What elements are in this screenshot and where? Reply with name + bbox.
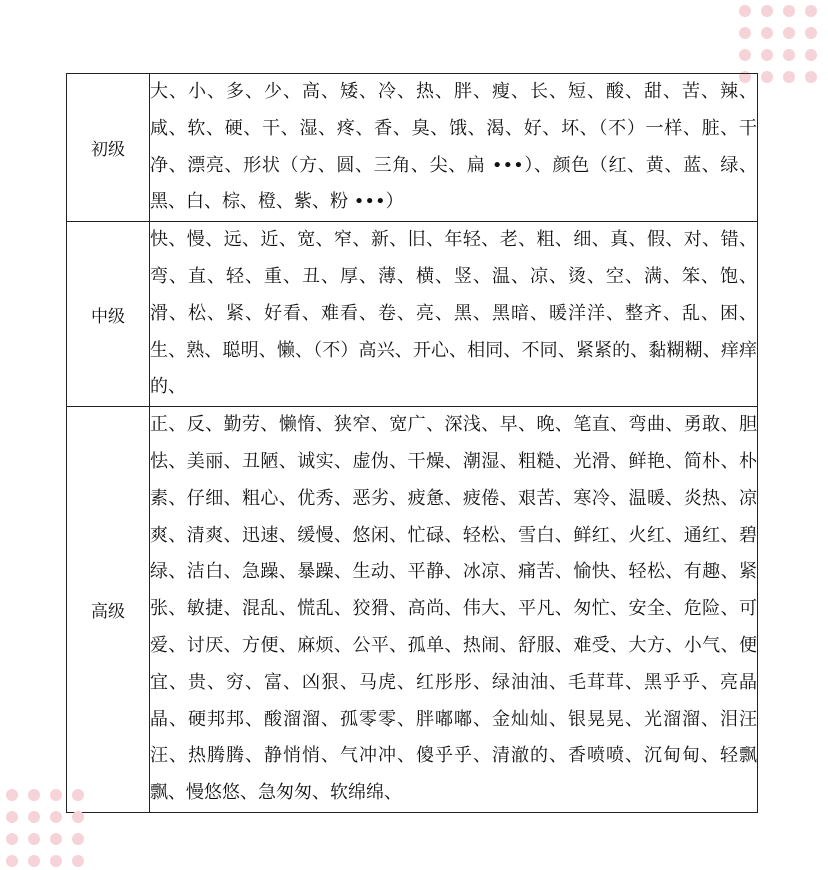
adjective-vocabulary-table (66, 73, 758, 813)
decorative-dots-bottom-left (6, 789, 84, 867)
level-label: 中级 (67, 222, 150, 407)
table-row-level-3 (67, 407, 758, 813)
word-list: 快、慢、远、近、宽、窄、新、旧、年轻、老、粗、细、真、假、对、错、弯、直、轻、重、丑、厚、薄、横、竖、温、凉、烫、空、满、笨、饱、滑、松、紧、好看、难看、卷、亮、黑、黑暗、暖洋洋、整齐、乱、困、生、熟、聪明、懒、（不）高兴、开心、相同、不同、紧紧的、黏糊糊、痒痒的、 (150, 222, 758, 407)
decorative-dots-top-right (739, 5, 817, 83)
table-row-level-1 (67, 74, 758, 222)
level-label: 高级 (67, 407, 150, 813)
word-list: 大、小、多、少、高、矮、冷、热、胖、瘦、长、短、酸、甜、苦、辣、咸、软、硬、干、湿、疼、香、臭、饿、渴、好、坏、（不）一样、脏、干净、漂亮、形状（方、圆、三角、尖、扁 •••）、颜色（红、黄、蓝、绿、黑、白、棕、橙、紫、粉 •••） (150, 74, 758, 222)
level-label: 初级 (67, 74, 150, 222)
table-row-level-2 (67, 222, 758, 407)
word-list: 正、反、勤劳、懒惰、狭窄、宽广、深浅、早、晚、笔直、弯曲、勇敢、胆怯、美丽、丑陋、诚实、虚伪、干燥、潮湿、粗糙、光滑、鲜艳、简朴、朴素、仔细、粗心、优秀、恶劣、疲惫、疲倦、艰苦、寒冷、温暖、炎热、凉爽、清爽、迅速、缓慢、悠闲、忙碌、轻松、雪白、鲜红、火红、通红、碧绿、洁白、急躁、暴躁、生动、平静、冰凉、痛苦、愉快、轻松、有趣、紧张、敏捷、混乱、慌乱、狡猾、高尚、伟大、平凡、匆忙、安全、危险、可爱、讨厌、方便、麻烦、公平、孤单、热闹、舒服、难受、大方、小气、便宜、贵、穷、富、凶狠、马虎、红彤彤、绿油油、毛茸茸、黑乎乎、亮晶晶、硬邦邦、酸溜溜、孤零零、胖嘟嘟、金灿灿、银晃晃、光溜溜、泪汪汪、热腾腾、静悄悄、气冲冲、傻乎乎、清澈的、香喷喷、沉甸甸、轻飘飘、慢悠悠、急匆匆、软绵绵、 (150, 407, 758, 813)
